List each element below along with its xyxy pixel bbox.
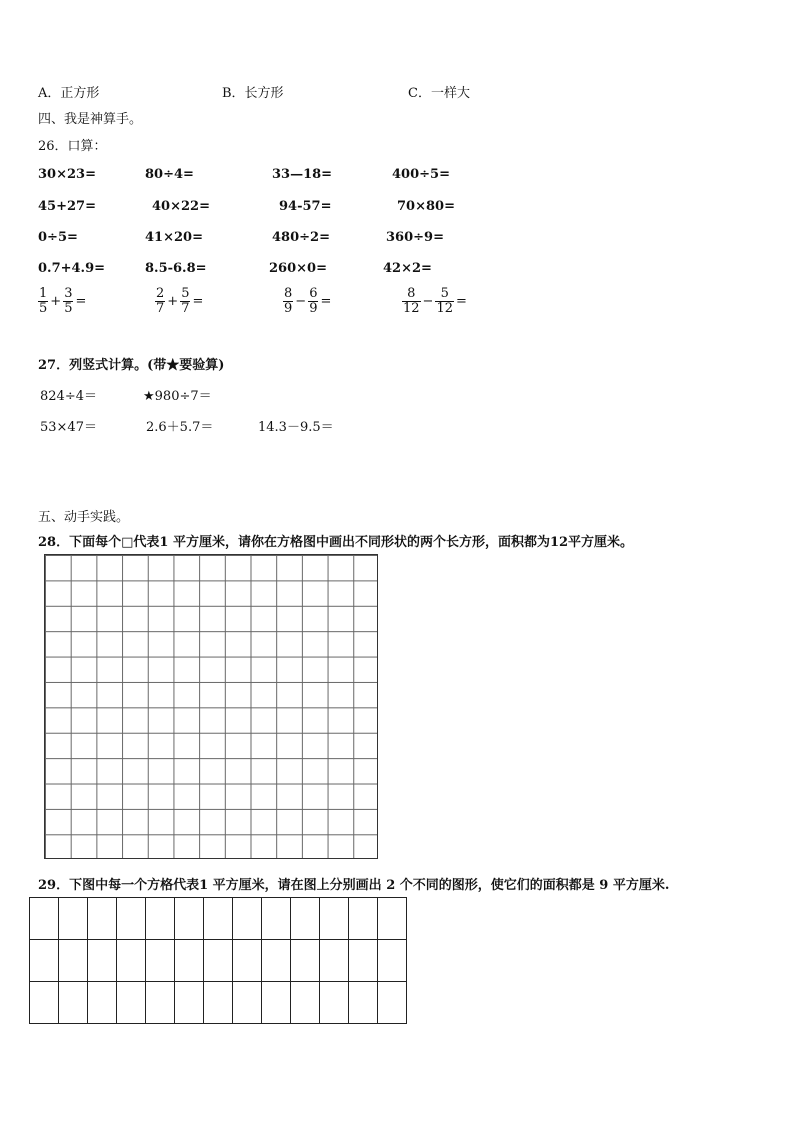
vertical-calc-item: 53×47＝ (40, 420, 97, 435)
square-grid-13x3[interactable] (29, 897, 407, 1024)
choice-a: A．正方形 (38, 86, 100, 101)
calc-item: 30×23= (38, 167, 96, 182)
vertical-calc-item: 14.3－9.5＝ (258, 420, 334, 435)
fraction-expression: $\frac{1}{5}$ + $\frac{3}{5}$ = (39, 286, 87, 316)
fraction: $\frac{5}{7}$ (181, 286, 190, 316)
calc-item: 360÷9= (386, 230, 444, 245)
vertical-calc-item: 2.6＋5.7＝ (146, 420, 214, 435)
calc-item: 0.7+4.9= (38, 261, 106, 276)
fraction: $\frac{2}{7}$ (156, 286, 165, 316)
calc-item: 41×20= (145, 230, 203, 245)
calc-item: 400÷5= (392, 167, 450, 182)
fraction: $\frac{1}{5}$ (39, 286, 48, 316)
calc-item: 40×22= (152, 199, 210, 214)
choice-c: C．一样大 (408, 86, 470, 101)
calc-item: 70×80= (397, 199, 455, 214)
fraction-expression: $\frac{8}{9}$ − $\frac{6}{9}$ = (284, 286, 332, 316)
calc-item: 94-57= (279, 199, 332, 214)
question-26-title: 26．口算： (38, 139, 107, 154)
section-5-title: 五、动手实践。 (38, 510, 130, 525)
section-4-title: 四、我是神算手。 (38, 112, 143, 127)
vertical-calc-item: 824÷4＝ (40, 389, 97, 404)
calc-item: 8.5-6.8= (145, 261, 207, 276)
fraction: $\frac{3}{5}$ (64, 286, 73, 316)
fraction: $\frac{8}{12}$ (403, 286, 420, 316)
calc-item: 480÷2= (272, 230, 330, 245)
calc-item: 33—18= (272, 167, 333, 182)
question-29-text: 29．下图中每一个方格代表1 平方厘米，请在图上分别画出 2 个不同的图形，使它们的面积都是 9 平方厘米. (38, 878, 670, 893)
question-27-title: 27．列竖式计算。(带★要验算) (38, 358, 225, 373)
calc-item: 45+27= (38, 199, 96, 214)
fraction-expression: $\frac{8}{12}$ − $\frac{5}{12}$ = (403, 286, 467, 316)
fraction: $\frac{6}{9}$ (309, 286, 318, 316)
calc-item: 260×0= (269, 261, 327, 276)
fraction-expression: $\frac{2}{7}$ + $\frac{5}{7}$ = (156, 286, 204, 316)
fraction: $\frac{5}{12}$ (436, 286, 453, 316)
vertical-calc-item: ★980÷7＝ (143, 389, 212, 404)
question-28-text: 28．下面每个□代表1 平方厘米，请你在方格图中画出不同形状的两个长方形，面积都为12平方厘米。 (38, 535, 634, 550)
calc-item: 80÷4= (145, 167, 194, 182)
square-grid-13x12[interactable] (44, 554, 378, 859)
calc-item: 0÷5= (38, 230, 78, 245)
choice-b: B．长方形 (222, 86, 284, 101)
calc-item: 42×2= (383, 261, 432, 276)
fraction: $\frac{8}{9}$ (284, 286, 293, 316)
